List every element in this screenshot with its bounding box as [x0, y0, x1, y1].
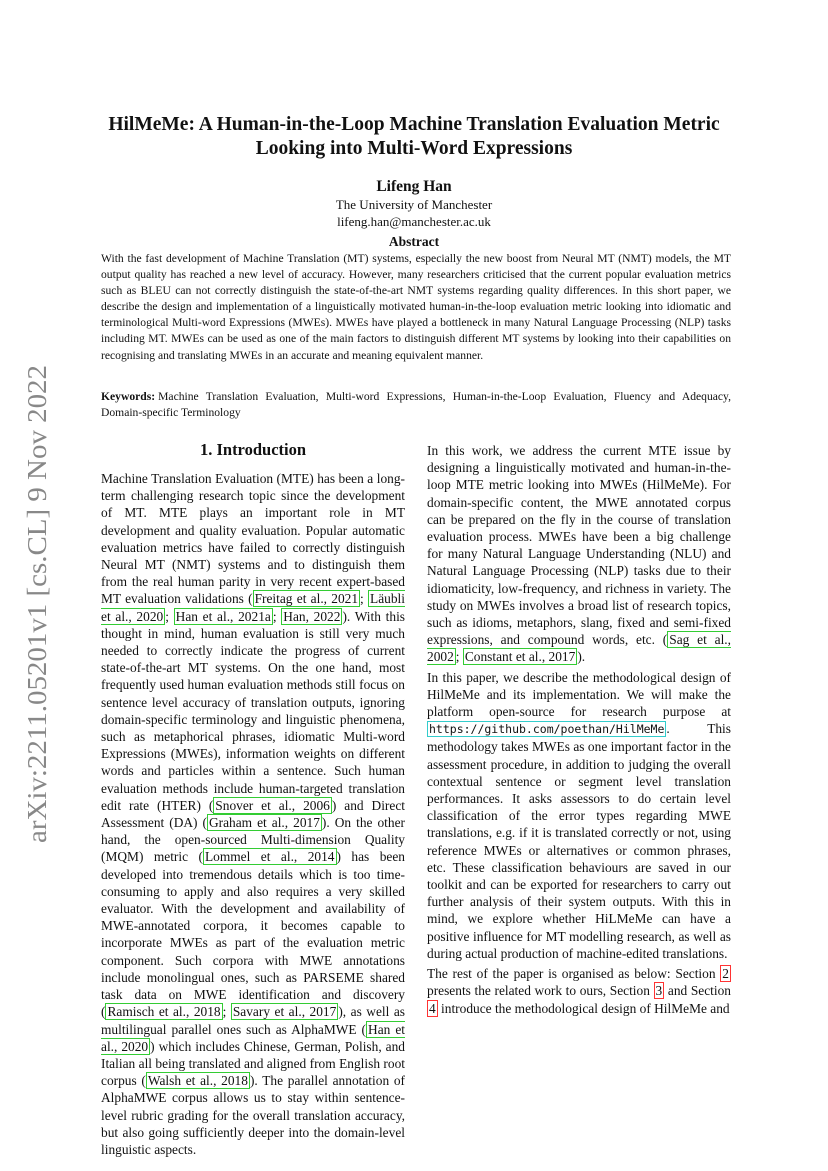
- citation-link[interactable]: Han et al., 2021a: [175, 608, 271, 624]
- author-affiliation: The University of Manchester: [335, 197, 493, 212]
- intro-paragraph-2: [427, 442, 731, 666]
- section-ref-link[interactable]: 2: [722, 966, 729, 982]
- intro-paragraph-4: [427, 965, 731, 1017]
- citation-link[interactable]: Ramisch et al., 2018: [107, 1004, 221, 1020]
- right-column: [427, 442, 731, 1020]
- text-run: ;: [455, 649, 463, 665]
- text-run: ). On the other hand, the open-sourced Multi-dimension Quality (MQM) metric (: [101, 815, 405, 865]
- github-url-link[interactable]: https://github.com/poethan/HilMeMe: [429, 722, 665, 737]
- section-heading-introduction: 1. Introduction: [199, 440, 307, 459]
- text-run: ) has been developed into tremendous details which is too time-consuming to apply and also requires a very skilled evaluator. With the development and availability of MWE-annotated corpora, it becomes capable to incorporate MWEs as part of the evaluation metric component. Such corpora with MWE annotations include monolingual ones, such as PARSEME shared task data on MWE identification and discovery (: [101, 849, 405, 1020]
- text-run: . This methodology takes MWEs as one important factor in the assessment procedure, in addition to judging the overall contextual sentence or segment level translation performances. It asks assessors to do certain level classification of the error types regarding MWE translations, e.g. if it is translated correctly or not, using reference MWEs or alternatives or common phrases, etc. These classification behaviours are saved in our toolkit and can be exported for researchers to carry out further analysis of their system outputs. With this in mind, we explore whether HiLMeMe can have a positive influence for MT modelling research, as well as during actual production of machine-edited translations.: [427, 721, 731, 961]
- left-column: [101, 440, 405, 1161]
- citation-link[interactable]: Constant et al., 2017: [464, 649, 576, 665]
- text-run: introduce the methodological design of HilMeMe and: [437, 1000, 730, 1016]
- text-run: In this work, we address the current MTE issue by designing a linguistically motivated and human-in-the-loop MTE metric looking into MWEs (HilMeMe). For domain-specific content, the MWE annotated corpus can be prepared on the fly in the course of translation evaluation process. MWEs have been a big challenge for many Natural Language Understanding (NLU) and Natural Language Processing (NLP) tasks due to their idiomaticity, low-frequency, and richness in variety. The study on MWEs involves a broad list of research topics, such as idioms, metaphors, slang, fixed and semi-fixed expressions, and compound words, etc. (: [427, 443, 731, 648]
- text-run: ) which includes Chinese, German, Polish, and Italian all being translated and aligned from English root corpus (: [101, 1038, 405, 1089]
- section-ref-link[interactable]: 3: [655, 983, 663, 999]
- citation-link[interactable]: Han, 2022: [283, 608, 341, 624]
- text-run: ;: [222, 1004, 231, 1020]
- text-run: ).: [577, 649, 586, 665]
- author-block: [0, 177, 828, 230]
- abstract-text: With the fast development of Machine Translation (MT) systems, especially the new boost from Neural MT (NMT) models, the MT output quality has reached a new level of accuracy. However, many researchers criticised that the current popular evaluation metrics such as BLEU can not correctly distinguish the state-of-the-art NMT systems regarding quality differences. In this short paper, we describe the design and implementation of a linguistically motivated human-in-the-loop evaluation metric looking into idiomatic and terminological Multi-word Expressions (MWEs). MWEs have played a bottleneck in many Natural Language Processing (NLP) tasks including MT. MWEs can be used as one of the main factors to distinguish different MT systems by looking into their capabilities on recognising and translating MWEs in an accurate and meaning equivalent manner.: [101, 252, 731, 362]
- text-run: In this paper, we describe the methodological design of HilMeMe and its implementation. We will make the platform open-source for research purpose at: [427, 669, 731, 720]
- citation-link[interactable]: Lommel et al., 2014: [204, 849, 335, 865]
- text-run: ;: [360, 591, 369, 607]
- citation-link[interactable]: Graham et al., 2017: [208, 815, 320, 831]
- citation-link[interactable]: Han et al., 2020: [101, 1021, 406, 1054]
- keywords-text: Machine Translation Evaluation, Multi-word Expressions, Human-in-the-Loop Evaluation, Fluency and Adequacy, Domain-specific Terminology: [101, 390, 731, 420]
- keywords-label: Keywords:: [101, 390, 156, 403]
- text-run: ). With this thought in mind, human evaluation is still very much needed to correctly indicate the progress of current state-of-the-art MT systems. On the one hand, most frequently used human evaluation methods still focus on sentence level accuracy of translation outputs, ignoring domain-specific terminology and linguistic phenomena, such as metaphorical phrases, idiomatic Multi-word Expressions (MWEs), information weights on different words and particles within a sentence. Such human evaluation methods include human-targeted translation edit rate (HTER) (: [101, 608, 405, 813]
- text-run: Machine Translation Evaluation (MTE) has been a long-term challenging research topic since the development of MT. MTE plays an important role in MT development and quality evaluation. Popular automatic evaluation metrics have failed to correctly distinguish Neural MT (NMT) systems and to distinguish them from the real human parity in very recent expert-based MT evaluation validations (: [101, 471, 405, 607]
- title-line-1: HilMeMe: A Human-in-the-Loop Machine Translation Evaluation Metric: [108, 114, 720, 135]
- citation-link[interactable]: Snover et al., 2006: [215, 797, 330, 813]
- arxiv-sidebar-svg: [20, 365, 52, 843]
- keywords: [101, 389, 731, 421]
- intro-paragraph-3: [427, 669, 731, 962]
- citation-link[interactable]: Freitag et al., 2021: [254, 591, 359, 607]
- title-line-2: Looking into Multi-Word Expressions: [255, 138, 573, 159]
- citation-link[interactable]: Walsh et al., 2018: [147, 1073, 248, 1089]
- citation-link[interactable]: Savary et al., 2017: [232, 1004, 337, 1020]
- abstract-heading: Abstract: [388, 234, 440, 249]
- intro-paragraph-1: [101, 470, 405, 1158]
- section-ref-link[interactable]: 4: [429, 1000, 436, 1016]
- author-name: Lifeng Han: [376, 178, 452, 195]
- citation-link[interactable]: Läubli et al., 2020: [101, 591, 405, 624]
- author-email: lifeng.han@manchester.ac.uk: [337, 213, 491, 229]
- text-run: presents the related work to ours, Section: [427, 983, 654, 999]
- arxiv-sidebar: [20, 365, 52, 843]
- text-run: ;: [165, 608, 174, 624]
- text-run: ), as well as multilingual parallel ones such as AlphaMWE (: [101, 1004, 405, 1037]
- arxiv-id-text: arXiv:2211.05201v1 [cs.CL] 9 Nov 2022: [22, 397, 52, 843]
- text-run: ). The parallel annotation of AlphaMWE corpus allows us to stay within sentence-level rubric grading for the overall translation accuracy, but also going sufficiently deeper into the domain-level linguistic aspects.: [101, 1073, 405, 1157]
- citation-link[interactable]: Sag et al., 2002: [427, 632, 731, 665]
- text-run: ) and Direct Assessment (DA) (: [101, 797, 405, 831]
- text-run: and Section: [664, 983, 731, 999]
- text-run: ;: [272, 608, 282, 624]
- text-run: The rest of the paper is organised as below: Section: [427, 966, 721, 982]
- paper-title: [86, 113, 742, 161]
